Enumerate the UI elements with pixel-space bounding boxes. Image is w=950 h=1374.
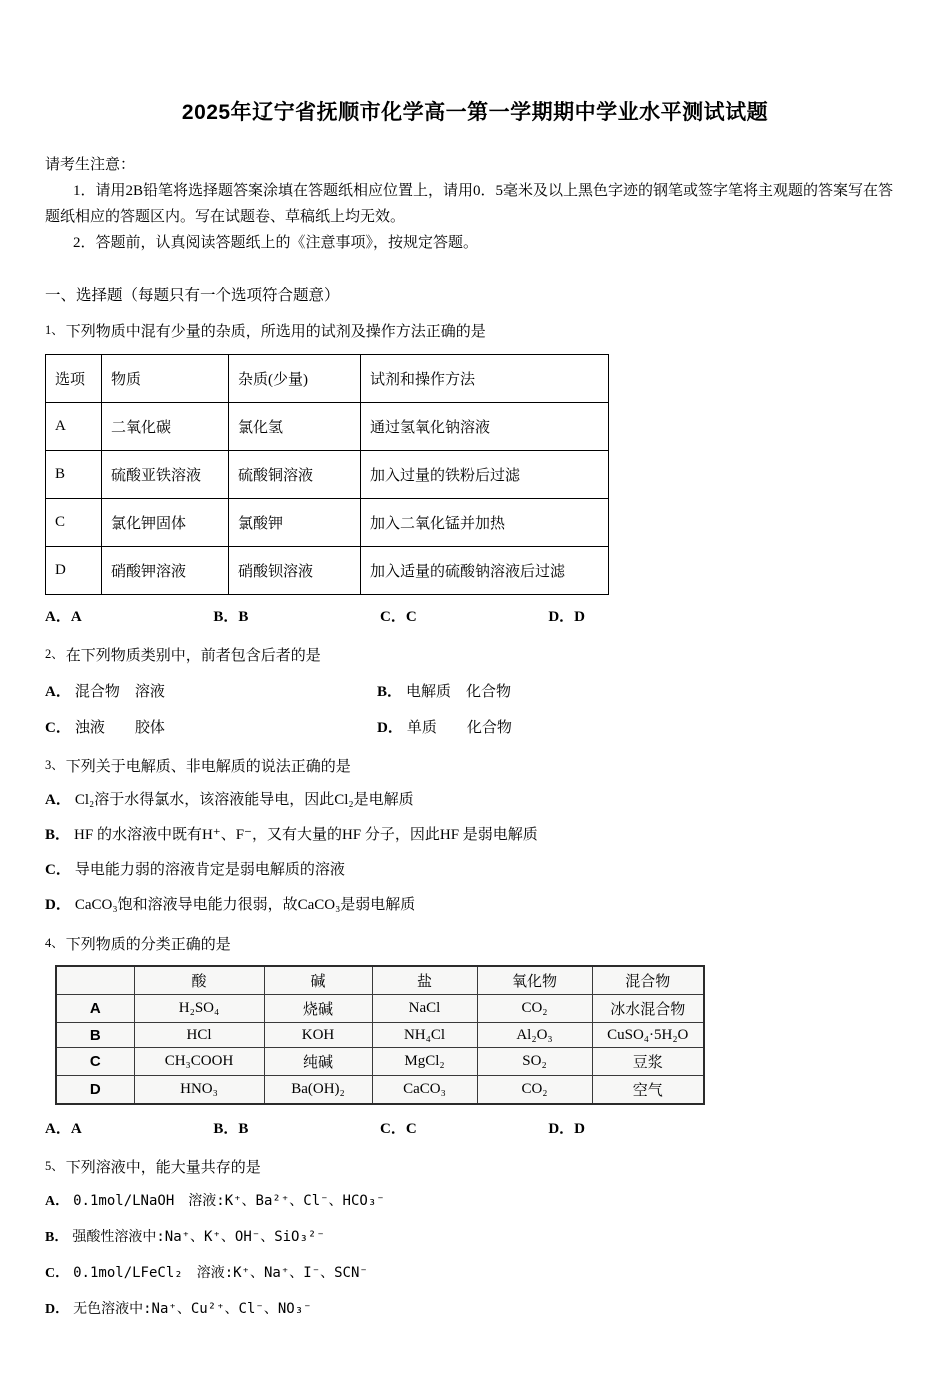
- table-row: [46, 547, 609, 595]
- notice-item-1: 1．请用2B铅笔将选择题答案涂填在答题纸相应位置上，请用0．5毫米及以上黑色字迹的钢笔或签字笔将主观题的答案写在答题纸相应的答题区内。写在试题卷、草稿纸上均无效。: [45, 183, 894, 225]
- answer-choice-a: A．A: [45, 609, 82, 625]
- question-2-text: 在下列物质类别中，前者包含后者的是: [65, 648, 321, 664]
- answer-choice-b: B．B: [213, 1121, 249, 1137]
- option-b-text: 强酸性溶液中:Na⁺、K⁺、OH⁻、SiO₃²⁻: [72, 1229, 325, 1245]
- table-cell: SO₂: [477, 1048, 592, 1076]
- option-d-text: CaCO₃饱和溶液导电能力很弱，故CaCO₃是弱电解质: [74, 897, 416, 913]
- table-cell: CaCO₃: [372, 1076, 477, 1105]
- question-2-stem: [45, 640, 905, 670]
- table-cell: B: [56, 1023, 134, 1048]
- option-b-text: 电解质 化合物: [406, 684, 512, 700]
- answer-choice-c: C．C: [380, 609, 417, 625]
- table-row: [56, 995, 704, 1023]
- option-a-label: A．: [45, 1194, 70, 1209]
- table-cell: Ba(OH)₂: [264, 1076, 372, 1105]
- table-row: [56, 1076, 704, 1105]
- section-heading: 一、选择题（每题只有一个选项符合题意）: [45, 287, 340, 304]
- table-row: [46, 403, 609, 451]
- table-cell: B: [46, 451, 102, 499]
- question-3-text: 下列关于电解质、非电解质的说法正确的是: [65, 759, 351, 775]
- question-3: [45, 751, 905, 916]
- option-b: [45, 824, 905, 846]
- answer-choice-a: A．A: [45, 1121, 82, 1137]
- question-3-options: [45, 789, 905, 916]
- notice-item-2: 2．答题前，认真阅读答题纸上的《注意事项》，按规定答题。: [73, 235, 479, 251]
- question-2-number: 2、: [45, 647, 64, 661]
- table-cell: 加入适量的硫酸钠溶液后过滤: [361, 547, 609, 595]
- table-cell: 氯化氢: [229, 403, 361, 451]
- option-a: [45, 680, 377, 701]
- option-d-label: D．: [45, 897, 71, 913]
- answer-choice-d: D．D: [548, 609, 585, 625]
- table-cell: 硝酸钡溶液: [229, 547, 361, 595]
- table-header-cell: 盐: [372, 966, 477, 995]
- question-1-text: 下列物质中混有少量的杂质，所选用的试剂及操作方法正确的是: [65, 324, 486, 340]
- option-a: [45, 789, 905, 811]
- question-1-number: 1、: [45, 323, 64, 337]
- option-c-label: C．: [45, 720, 71, 736]
- table-cell: 加入过量的铁粉后过滤: [361, 451, 609, 499]
- table-row: [46, 499, 609, 547]
- table-cell: D: [46, 547, 102, 595]
- question-1: [45, 316, 905, 626]
- question-4-stem: [45, 929, 905, 959]
- question-4-number: 4、: [45, 936, 64, 950]
- table-cell: 冰水混合物: [592, 995, 704, 1023]
- question-4-text: 下列物质的分类正确的是: [65, 937, 231, 953]
- table-cell: A: [46, 403, 102, 451]
- table-cell: 氯化钾固体: [102, 499, 229, 547]
- table-cell: D: [56, 1076, 134, 1105]
- option-a-text: 0.1mol/LNaOH 溶液:K⁺、Ba²⁺、Cl⁻、HCO₃⁻: [73, 1193, 385, 1209]
- option-c-text: 浊液 胶体: [74, 720, 165, 736]
- table-cell: 硝酸钾溶液: [102, 547, 229, 595]
- table-row: [56, 1048, 704, 1076]
- question-5: [45, 1152, 905, 1321]
- option-c: [45, 716, 377, 737]
- option-d-label: D．: [45, 1302, 70, 1317]
- table-header-cell: 试剂和操作方法: [361, 355, 609, 403]
- table-header-cell: 杂质(少量): [229, 355, 361, 403]
- table-cell: NaCl: [372, 995, 477, 1023]
- option-a-text: 混合物 溶液: [74, 684, 165, 700]
- table-cell: CuSO₄·5H₂O: [592, 1023, 704, 1048]
- table-cell: CO₂: [477, 1076, 592, 1105]
- table-cell: 纯碱: [264, 1048, 372, 1076]
- table-header-cell: 氧化物: [477, 966, 592, 995]
- table-cell: CH₃COOH: [134, 1048, 264, 1076]
- option-d-label: D．: [377, 720, 403, 736]
- question-4: [45, 929, 905, 1138]
- question-2-options: [45, 680, 905, 737]
- option-d: [45, 1298, 905, 1321]
- table-cell: 二氧化碳: [102, 403, 229, 451]
- question-2: [45, 640, 905, 737]
- question-5-text: 下列溶液中，能大量共存的是: [65, 1160, 261, 1176]
- table-header-cell: 混合物: [592, 966, 704, 995]
- question-5-options: [45, 1190, 905, 1321]
- table-cell: C: [46, 499, 102, 547]
- question-4-table: [55, 965, 705, 1105]
- table-cell: 通过氢氧化钠溶液: [361, 403, 609, 451]
- option-a-text: Cl₂溶于水得氯水，该溶液能导电，因此Cl₂是电解质: [74, 792, 414, 808]
- answer-choice-d: D．D: [548, 1121, 585, 1137]
- option-d: [377, 716, 905, 737]
- option-c-text: 导电能力弱的溶液肯定是弱电解质的溶液: [74, 862, 345, 878]
- option-b-label: B．: [377, 684, 403, 700]
- question-3-number: 3、: [45, 758, 64, 772]
- table-cell: CO₂: [477, 995, 592, 1023]
- answer-choice-c: C．C: [380, 1121, 417, 1137]
- question-4-answer-row: [45, 1117, 585, 1138]
- option-c: [45, 1262, 905, 1285]
- table-cell: HCl: [134, 1023, 264, 1048]
- option-b-text: HF 的水溶液中既有H⁺、F⁻，又有大量的HF 分子，因此HF 是弱电解质: [74, 827, 538, 843]
- table-cell: 豆浆: [592, 1048, 704, 1076]
- candidate-notice: [45, 152, 905, 256]
- table-cell: NH₄Cl: [372, 1023, 477, 1048]
- question-1-stem: [45, 316, 905, 346]
- table-row: [56, 1023, 704, 1048]
- table-cell: 硫酸亚铁溶液: [102, 451, 229, 499]
- table-header-row: [46, 355, 609, 403]
- table-cell: MgCl₂: [372, 1048, 477, 1076]
- table-cell: KOH: [264, 1023, 372, 1048]
- table-cell: Al₂O₃: [477, 1023, 592, 1048]
- option-c-label: C．: [45, 862, 71, 878]
- table-cell: C: [56, 1048, 134, 1076]
- question-3-stem: [45, 751, 905, 781]
- table-cell: 烧碱: [264, 995, 372, 1023]
- option-c-label: C．: [45, 1266, 70, 1281]
- answer-choice-b: B．B: [213, 609, 249, 625]
- table-cell: 空气: [592, 1076, 704, 1105]
- table-cell: 加入二氧化锰并加热: [361, 499, 609, 547]
- table-row: [46, 451, 609, 499]
- table-header-cell: 酸: [134, 966, 264, 995]
- option-b: [377, 680, 905, 701]
- table-header-cell: 物质: [102, 355, 229, 403]
- table-header-cell: 选项: [46, 355, 102, 403]
- option-d: [45, 894, 905, 916]
- option-a: [45, 1190, 905, 1213]
- option-c: [45, 859, 905, 881]
- table-cell: 氯酸钾: [229, 499, 361, 547]
- question-5-number: 5、: [45, 1159, 64, 1173]
- page-title: 2025年辽宁省抚顺市化学高一第一学期期中学业水平测试试题: [181, 101, 769, 124]
- option-b: [45, 1226, 905, 1249]
- option-d-text: 单质 化合物: [406, 720, 512, 736]
- option-d-text: 无色溶液中:Na⁺、Cu²⁺、Cl⁻、NO₃⁻: [73, 1301, 312, 1317]
- question-1-table: [45, 354, 609, 595]
- option-b-label: B．: [45, 1230, 69, 1245]
- table-header-row: [56, 966, 704, 995]
- table-header-cell: [56, 966, 134, 995]
- option-c-text: 0.1mol/LFeCl₂ 溶液:K⁺、Na⁺、I⁻、SCN⁻: [73, 1265, 368, 1281]
- table-cell: H₂SO₄: [134, 995, 264, 1023]
- question-5-stem: [45, 1152, 905, 1182]
- option-b-label: B．: [45, 827, 71, 843]
- notice-heading: 请考生注意：: [45, 157, 136, 173]
- table-cell: HNO₃: [134, 1076, 264, 1105]
- table-header-cell: 碱: [264, 966, 372, 995]
- table-cell: 硫酸铜溶液: [229, 451, 361, 499]
- option-a-label: A．: [45, 792, 71, 808]
- table-cell: A: [56, 995, 134, 1023]
- question-1-answer-row: [45, 605, 585, 626]
- option-a-label: A．: [45, 684, 71, 700]
